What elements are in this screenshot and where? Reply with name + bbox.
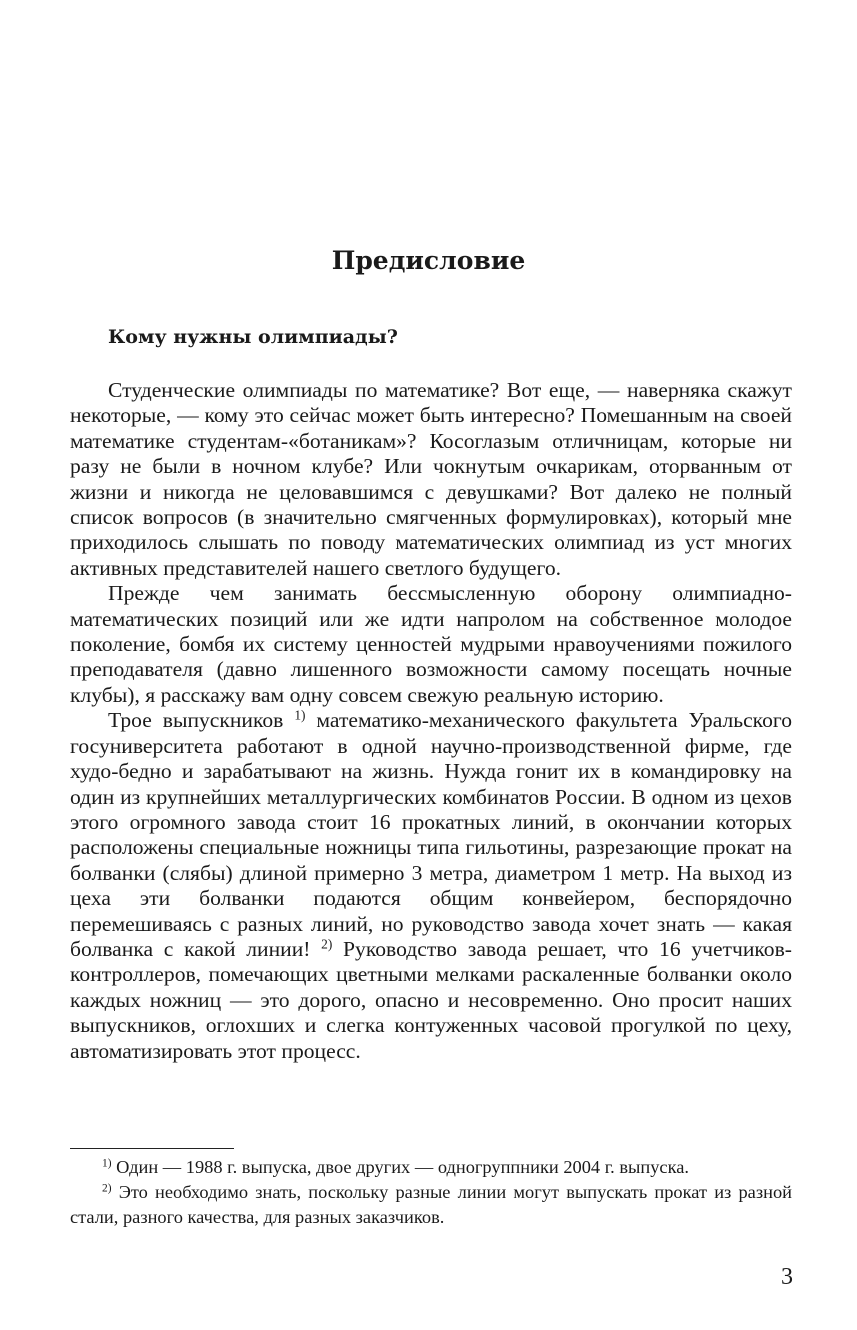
- section-heading: Кому нужны олимпиады?: [108, 326, 398, 348]
- footnote-1-mark: 1): [102, 1157, 112, 1170]
- paragraph-1: Студенческие олимпиады по математике? Вот еще, — наверняка скажут некоторые, — кому это сейчас может быть интересно? Помешанным на своей математике студентам-«ботаникам»? Косоглазым отличницам, которые ни разу не были в ночном клубе? Или чокнутым очкарикам, оторванным от жизни и никогда не целовавшимся с девушками? Вот далеко не полный список вопросов (в значительно смягченных формулировках), который мне приходилось слышать по поводу математических олимпиад из уст многих активных представителей нашего светлого будущего.: [70, 378, 792, 580]
- footnote-1: [70, 1155, 792, 1180]
- footnote-divider: [70, 1148, 234, 1149]
- footnote-2-text: Это необходимо знать, поскольку разные линии могут выпускать прокат из разной стали, разного качества, для разных заказчиков.: [70, 1182, 792, 1227]
- footnote-ref-1: 1): [294, 707, 306, 723]
- footnote-ref-2: 2): [321, 936, 333, 952]
- page-title: Предисловие: [331, 246, 526, 275]
- footnotes: [70, 1155, 792, 1230]
- paragraph-3-part-a: Трое выпускников: [108, 708, 295, 733]
- paragraph-3-part-c: Руководство завода решает, что 16 учетчиков-контроллеров, помечающих цветными мелками раскаленные болванки около каждых ножниц — это дорого, опасно и несовременно. Оно просит наших выпускников, оглохших и слегка контуженных часовой прогулкой по цеху, автоматизировать этот процесс.: [70, 936, 792, 1063]
- body-text: [70, 378, 792, 1064]
- footnote-1-text: Один — 1988 г. выпуска, двое других — одногруппники 2004 г. выпуска.: [111, 1157, 690, 1177]
- paragraph-3: [70, 708, 792, 1064]
- footnote-2-mark: 2): [102, 1182, 112, 1195]
- footnote-2: [70, 1180, 792, 1230]
- page-number: 3: [781, 1264, 793, 1290]
- paragraph-3-part-b: математико-механического факультета Уральского госуниверситета работают в одной научно-производственной фирме, где худо-бедно и зарабатывают на жизнь. Нужда гонит их в командировку на один из крупнейших металлургических комбинатов России. В одном из цехов этого огромного завода стоит 16 прокатных линий, в окончании которых расположены специальные ножницы типа гильотины, разрезающие прокат на болванки (слябы) длиной примерно 3 метра, диаметром 1 метр. На выход из цеха эти болванки подаются общим конвейером, беспорядочно перемешиваясь с разных линий, но руководство завода хочет знать — какая болванка с какой линии!: [70, 708, 792, 961]
- paragraph-2: Прежде чем занимать бессмысленную оборону олимпиадно-математических позиций или же идти напролом на собственное молодое поколение, бомбя их систему ценностей мудрыми нравоучениями пожилого преподавателя (давно лишенного возможности самому посещать ночные клубы), я расскажу вам одну совсем свежую реальную историю.: [70, 581, 792, 707]
